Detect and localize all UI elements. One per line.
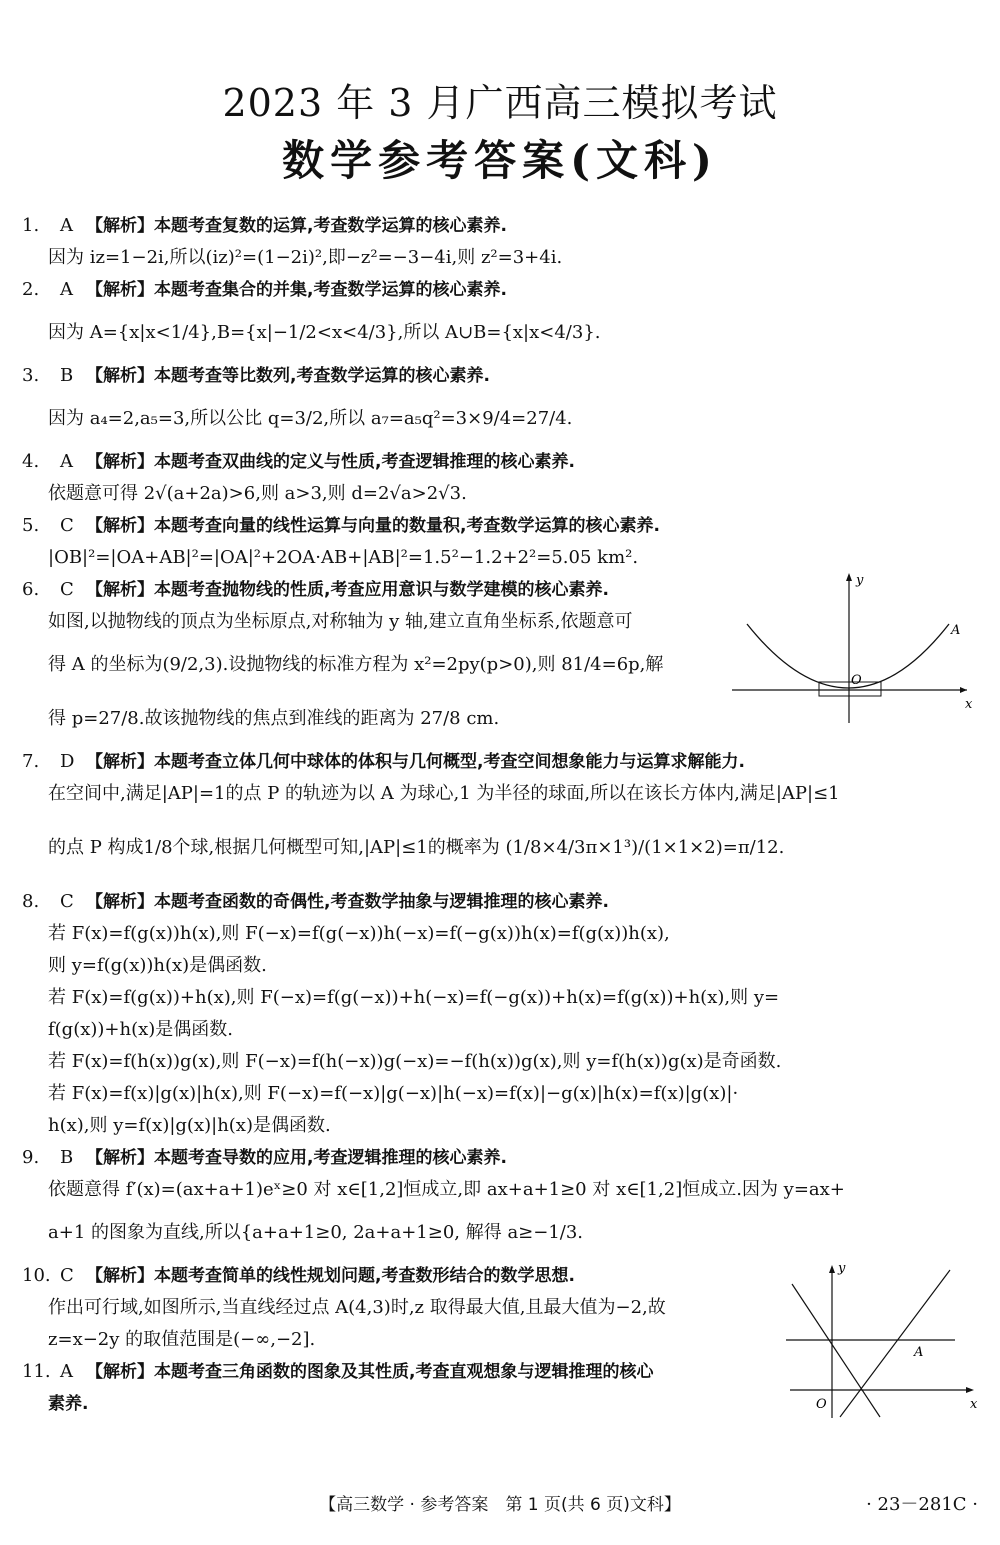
answer-letter: A [60, 279, 73, 300]
solution-line: 若 F(x)=f(h(x))g(x),则 F(−x)=f(h(−x))g(−x)=−f(h(x))g(x),则 y=f(h(x))g(x)是奇函数. [48, 1051, 782, 1072]
analysis-heading: 【解析】本题考查等比数列,考查数学运算的核心素养. [86, 366, 490, 386]
question-5 [22, 510, 982, 574]
answer-letter: C [60, 1265, 74, 1286]
analysis-heading: 【解析】本题考查导数的应用,考查逻辑推理的核心素养. [86, 1148, 507, 1168]
fig6-y-label: y [856, 573, 864, 588]
solution-line: 得 A 的坐标为(9/2,3).设抛物线的标准方程为 x²=2py(p>0),则 81/4=6p,解 [48, 654, 664, 675]
footer-page-info: 【高三数学 · 参考答案 第 1 页(共 6 页)文科】 [319, 1495, 681, 1515]
question-11 [22, 1356, 982, 1420]
analysis-heading: 【解析】本题考查抛物线的性质,考查应用意识与数学建模的核心素养. [86, 580, 609, 600]
question-8 [22, 886, 982, 1142]
solution-line: 若 F(x)=f(g(x))h(x),则 F(−x)=f(g(−x))h(−x)=f(−g(x))h(x)=f(g(x))h(x), [48, 923, 670, 944]
question-7 [22, 746, 982, 886]
question-number: 3. [22, 365, 40, 386]
answer-letter: A [60, 215, 73, 236]
analysis-heading: 【解析】本题考查三角函数的图象及其性质,考查直观想象与逻辑推理的核心 [86, 1362, 654, 1382]
solution-line: 的点 P 构成1/8个球,根据几何概型可知,|AP|≤1的概率为 (1/8×4/3π×1³)/(1×1×2)=π/12. [48, 837, 785, 858]
analysis-heading: 【解析】本题考查立体几何中球体的体积与几何概型,考查空间想象能力与运算求解能力. [86, 752, 745, 772]
answer-letter: A [60, 451, 73, 472]
question-number: 5. [22, 515, 40, 536]
question-number: 11. [22, 1361, 51, 1382]
solution-line: 素养. [48, 1394, 89, 1414]
question-number: 4. [22, 451, 40, 472]
fig6-origin-label: O [851, 673, 862, 688]
question-9 [22, 1142, 982, 1260]
solution-line: 得 p=27/8.故该抛物线的焦点到准线的距离为 27/8 cm. [48, 708, 500, 729]
answer-letter: D [60, 751, 75, 772]
solution-line: 如图,以抛物线的顶点为坐标原点,对称轴为 y 轴,建立直角坐标系,依题意可 [48, 611, 633, 632]
question-3 [22, 360, 982, 446]
solution-line: 作出可行域,如图所示,当直线经过点 A(4,3)时,z 取得最大值,且最大值为−2,故 [48, 1297, 666, 1318]
answer-letter: A [60, 1361, 73, 1382]
answer-letter: B [60, 365, 74, 386]
solution-line: 因为 iz=1−2i,所以(iz)²=(1−2i)²,即−z²=−3−4i,则 z²=3+4i. [48, 247, 563, 268]
answer-letter: C [60, 891, 74, 912]
analysis-heading: 【解析】本题考查函数的奇偶性,考查数学抽象与逻辑推理的核心素养. [86, 892, 609, 912]
fig10-origin-label: O [816, 1397, 827, 1412]
answer-letter: B [60, 1147, 74, 1168]
question-number: 7. [22, 751, 40, 772]
parabola-figure [727, 568, 977, 728]
solution-line: 在空间中,满足|AP|=1的点 P 的轨迹为以 A 为球心,1 为半径的球面,所以在该长方体内,满足|AP|≤1 [48, 783, 840, 804]
doc-subtitle: 数学参考答案(文科) [282, 136, 718, 185]
fig6-point-a-label: A [951, 623, 961, 638]
doc-title: 2023 年 3 月广西高三模拟考试 [222, 81, 778, 125]
question-2 [22, 274, 982, 360]
solution-line: a+1 的图象为直线,所以{a+a+1≥0, 2a+a+1≥0, 解得 a≥−1/3. [48, 1222, 584, 1243]
answer-list [22, 210, 982, 1420]
question-6 [22, 574, 982, 746]
solution-line: 依题意得 f′(x)=(ax+a+1)eˣ≥0 对 x∈[1,2]恒成立,即 ax+a+1≥0 对 x∈[1,2]恒成立.因为 y=ax+ [48, 1179, 845, 1200]
analysis-heading: 【解析】本题考查双曲线的定义与性质,考查逻辑推理的核心素养. [86, 452, 575, 472]
answer-letter: C [60, 579, 74, 600]
solution-line: z=x−2y 的取值范围是(−∞,−2]. [48, 1329, 316, 1350]
answer-letter: C [60, 515, 74, 536]
analysis-heading: 【解析】本题考查集合的并集,考查数学运算的核心素养. [86, 280, 507, 300]
question-number: 6. [22, 579, 40, 600]
solution-line: 依题意可得 2√(a+2a)>6,则 a>3,则 d=2√a>2√3. [48, 483, 467, 504]
question-number: 2. [22, 279, 40, 300]
question-number: 9. [22, 1147, 40, 1168]
question-number: 10. [22, 1265, 51, 1286]
analysis-heading: 【解析】本题考查简单的线性规划问题,考查数形结合的数学思想. [86, 1266, 575, 1286]
solution-line: 则 y=f(g(x))h(x)是偶函数. [48, 955, 267, 976]
footer-code: · 23－281C · [866, 1494, 978, 1515]
fig10-y-label: y [838, 1262, 846, 1276]
question-number: 8. [22, 891, 40, 912]
solution-line: |OB|²=|OA+AB|²=|OA|²+2OA·AB+|AB|²=1.5²−1.2+2²=5.05 km². [48, 547, 639, 568]
solution-line: 若 F(x)=f(g(x))+h(x),则 F(−x)=f(g(−x))+h(−x)=f(−g(x))+h(x)=f(g(x))+h(x),则 y= [48, 987, 780, 1008]
solution-line: 若 F(x)=f(x)|g(x)|h(x),则 F(−x)=f(−x)|g(−x)|h(−x)=f(x)|−g(x)|h(x)=f(x)|g(x)|· [48, 1083, 739, 1104]
fig10-point-a-label: A [914, 1345, 924, 1360]
analysis-heading: 【解析】本题考查向量的线性运算与向量的数量积,考查数学运算的核心素养. [86, 516, 660, 536]
solution-line: h(x),则 y=f(x)|g(x)|h(x)是偶函数. [48, 1115, 331, 1136]
analysis-heading: 【解析】本题考查复数的运算,考查数学运算的核心素养. [86, 216, 507, 236]
fig10-x-label: x [970, 1397, 978, 1412]
solution-line: 因为 A={x|x<1/4},B={x|−1/2<x<4/3},所以 A∪B={x|x<4/3}. [48, 322, 601, 343]
question-number: 1. [22, 215, 40, 236]
question-4 [22, 446, 982, 510]
fig6-x-label: x [965, 697, 973, 712]
solution-line: f(g(x))+h(x)是偶函数. [48, 1019, 234, 1040]
solution-line: 因为 a₄=2,a₅=3,所以公比 q=3/2,所以 a₇=a₅q²=3×9/4=27/4. [48, 408, 573, 429]
question-1 [22, 210, 982, 274]
